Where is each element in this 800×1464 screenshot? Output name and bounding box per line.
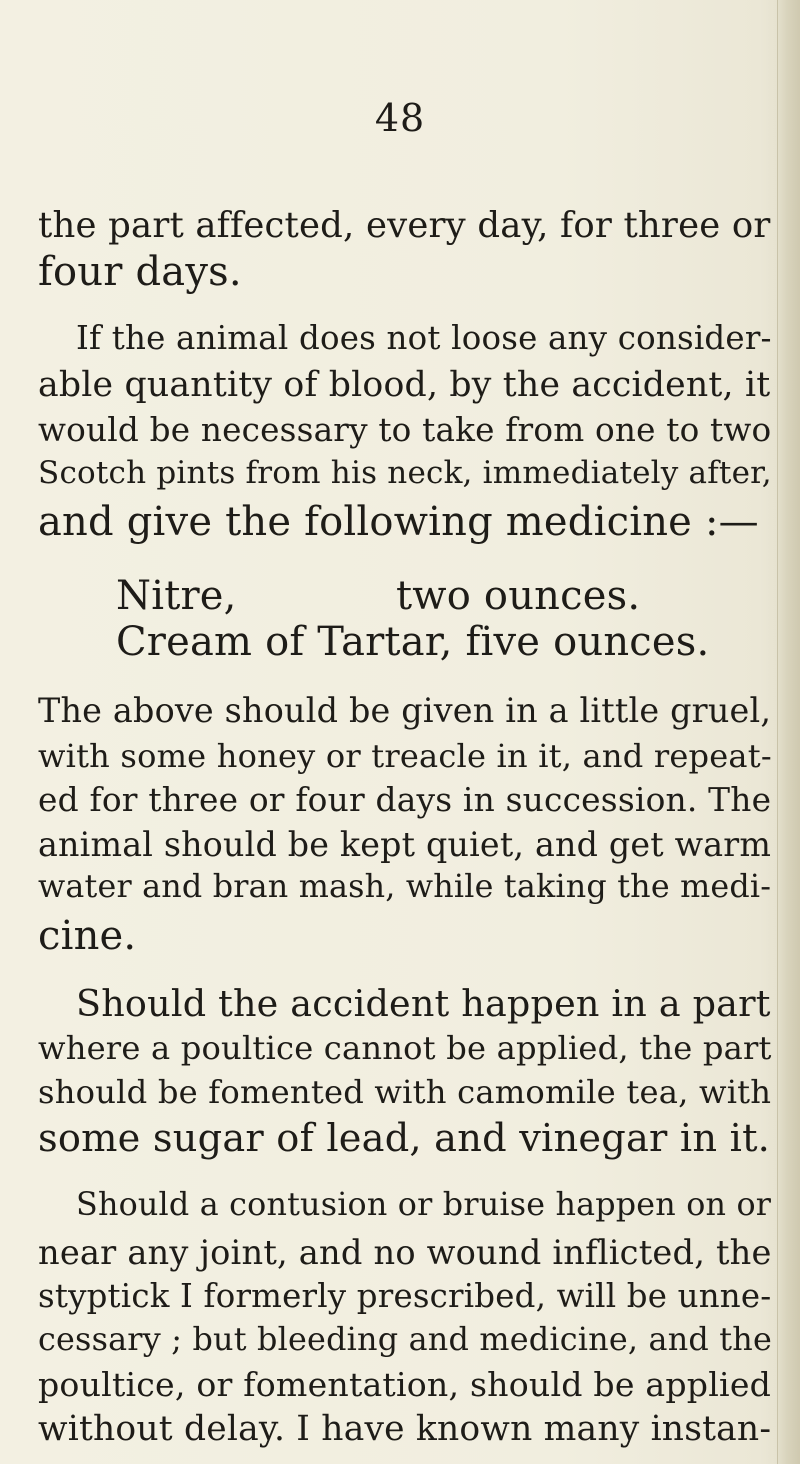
text-line: and give the following medicine :—: [38, 499, 759, 545]
text-line: the part affected, every day, for three or: [38, 205, 771, 246]
text-line: Nitre,: [116, 573, 237, 619]
text-line: would be necessary to take from one to two: [38, 411, 772, 449]
text-line: styptick I formerly prescribed, will be unne-: [38, 1277, 772, 1315]
text-line: two ounces.: [396, 573, 641, 619]
text-line: with some honey or treacle in it, and repeat-: [38, 737, 772, 775]
text-line: four days.: [38, 249, 242, 295]
text-line: water and bran mash, while taking the medi-: [38, 869, 772, 905]
text-line: some sugar of lead, and vinegar in it.: [38, 1116, 771, 1161]
text-line: cine.: [38, 913, 137, 959]
text-line: ed for three or four days in succession. The: [38, 781, 772, 819]
text-line: Should a contusion or bruise happen on or: [76, 1187, 772, 1223]
page-number: 48: [374, 96, 426, 140]
text-line: able quantity of blood, by the accident, it: [38, 365, 771, 405]
text-line: Should the accident happen in a part: [76, 982, 771, 1025]
text-line: where a poultice cannot be applied, the part: [38, 1029, 772, 1067]
text-line: animal should be kept quiet, and get warm: [38, 825, 772, 864]
text-line: cessary ; but bleeding and medicine, and the: [38, 1320, 773, 1358]
text-line: Scotch pints from his neck, immediately after,: [38, 455, 772, 491]
text-line: If the animal does not loose any consider-: [76, 319, 772, 357]
text-line: Cream of Tartar, five ounces.: [116, 619, 710, 665]
text-line: poultice, or fomentation, should be applied: [38, 1365, 772, 1404]
text-line: without delay. I have known many instan-: [38, 1409, 772, 1449]
text-line: near any joint, and no wound inflicted, the: [38, 1233, 772, 1272]
text-line: The above should be given in a little gruel,: [38, 691, 772, 730]
text-line: should be fomented with camomile tea, with: [38, 1073, 772, 1111]
page-edge: [777, 0, 800, 1464]
